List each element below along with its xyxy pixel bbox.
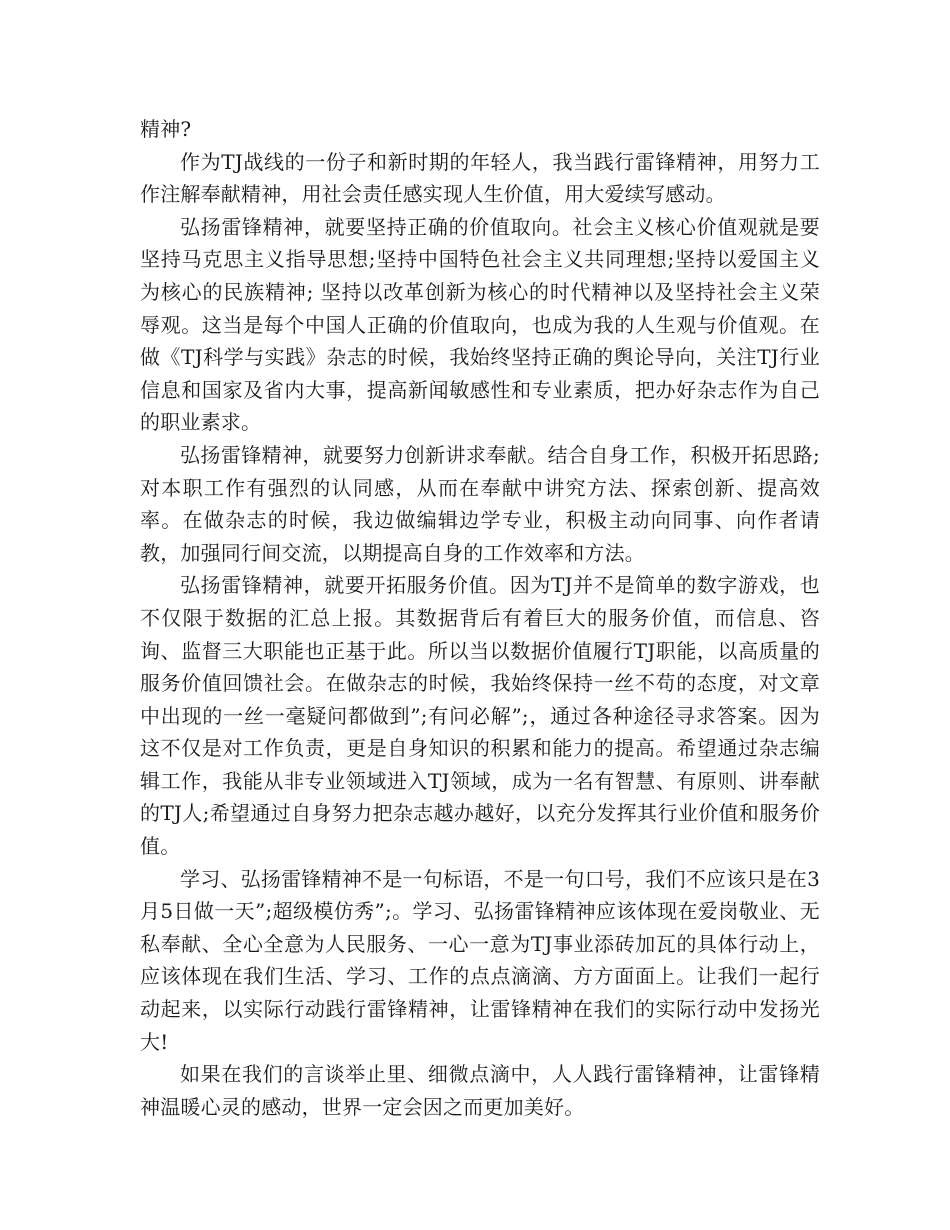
paragraph-learning-action: 学习、弘扬雷锋精神不是一句标语，不是一句口号，我们不应该只是在3月5日做一天”;超级模仿秀”;。学习、弘扬雷锋精神应该体现在爱岗敬业、无私奉献、全心全意为人民服务、一心一意为TJ事业添砖加瓦的具体行动上，应该体现在我们生活、学习、工作的点点滴滴、方方面面上。让我们一起行动起来，以实际行动践行雷锋精神，让雷锋精神在我们的实际行动中发扬光大! [140,866,820,1054]
paragraph-continuation: 精神? [140,117,192,141]
paragraph-conclusion: 如果在我们的言谈举止里、细微点滴中，人人践行雷锋精神，让雷锋精神温暖心灵的感动，世界一定会因之而更加美好。 [140,1062,820,1119]
document-body [140,113,820,1123]
paragraph-innovation-dedication: 弘扬雷锋精神，就要努力创新讲求奉献。结合自身工作，积极开拓思路;对本职工作有强烈的认同感，从而在奉献中讲究方法、探索创新、提高效率。在做杂志的时候，我边做编辑边学专业，积极主动向同事、向作者请教，加强同行间交流，以期提高自身的工作效率和方法。 [140,442,820,565]
paragraph-value-orientation: 弘扬雷锋精神，就要坚持正确的价值取向。社会主义核心价值观就是要坚持马克思主义指导思想;坚持中国特色社会主义共同理想;坚持以爱国主义为核心的民族精神; 坚持以改革创新为核心的时代精神以及坚持社会主义荣辱观。这当是每个中国人正确的价值取向，也成为我的人生观与价值观。在做《TJ科学与实践》杂志的时候，我始终坚持正确的舆论导向，关注TJ行业信息和国家及省内大事，提高新闻敏感性和专业素质，把办好杂志作为自己的职业素求。 [140,214,820,435]
paragraph-service-value: 弘扬雷锋精神，就要开拓服务价值。因为TJ并不是简单的数字游戏，也不仅限于数据的汇总上报。其数据背后有着巨大的服务价值，而信息、咨询、监督三大职能也正基于此。所以当以数据价值履行TJ职能，以高质量的服务价值回馈社会。在做杂志的时候，我始终保持一丝不苟的态度，对文章中出现的一丝一毫疑问都做到”;有问必解”;，通过各种途径寻求答案。因为这不仅是对工作负责，更是自身知识的积累和能力的提高。希望通过杂志编辑工作，我能从非专业领域进入TJ领域，成为一名有智慧、有原则、讲奉献的TJ人;希望通过自身努力把杂志越办越好，以充分发挥其行业价值和服务价值。 [140,573,820,859]
paragraph-intro: 作为TJ战线的一份子和新时期的年轻人，我当践行雷锋精神，用努力工作注解奉献精神，用社会责任感实现人生价值，用大爱续写感动。 [140,149,820,207]
